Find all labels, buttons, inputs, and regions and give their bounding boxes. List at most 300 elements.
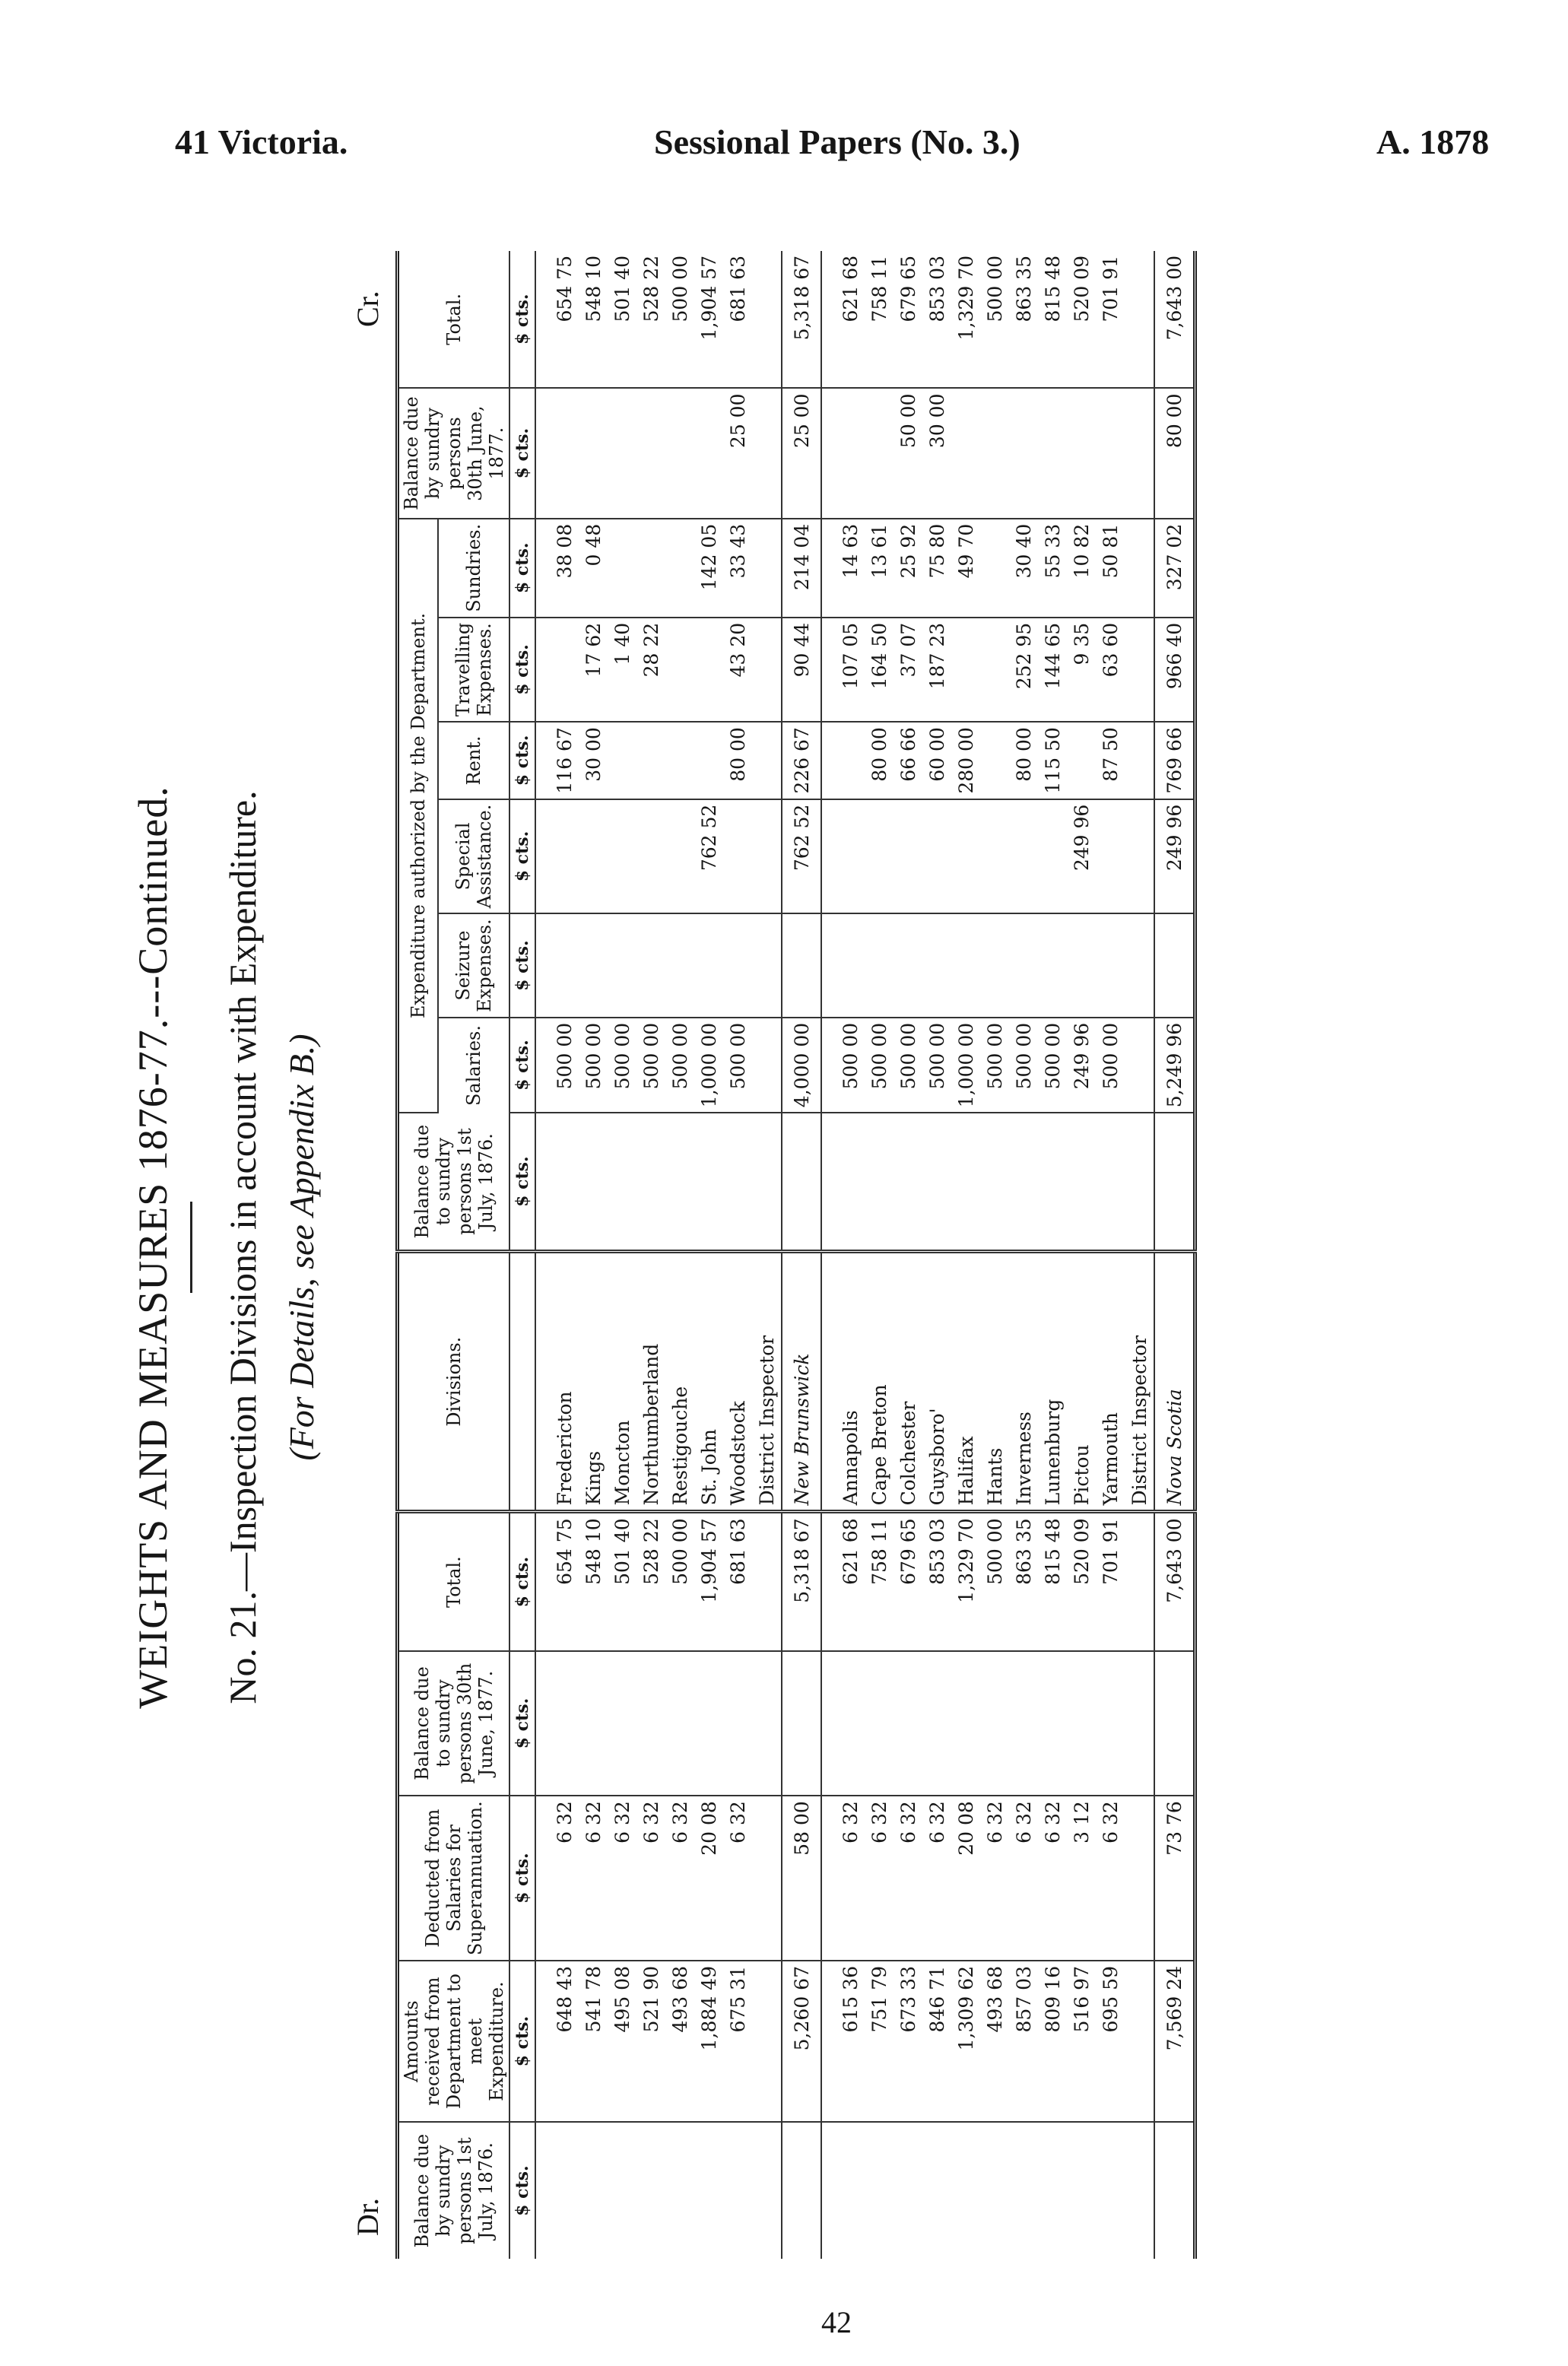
division-name: Woodstock bbox=[723, 1252, 752, 1512]
cell-travelling: 37 07 bbox=[894, 618, 922, 722]
cell-total-cr: 853 03 bbox=[922, 251, 951, 389]
spacer-cell bbox=[535, 1252, 550, 1512]
cell-special bbox=[1009, 799, 1038, 914]
cell-seizure bbox=[636, 913, 665, 1018]
cell-deducted: 6 32 bbox=[1009, 1796, 1038, 1961]
cell-sundries: 25 92 bbox=[894, 519, 922, 618]
spacer-cell bbox=[535, 799, 550, 914]
cell-sundries: 55 33 bbox=[1038, 519, 1067, 618]
table-body bbox=[535, 251, 1195, 2259]
cell-salaries: 1,000 00 bbox=[694, 1018, 723, 1113]
cell-total-cr: 1,904 57 bbox=[694, 251, 723, 389]
table-row bbox=[980, 251, 1009, 2259]
cell-special bbox=[723, 799, 752, 914]
cell-bal-to-end bbox=[1038, 1651, 1067, 1796]
col-divisions: Divisions. bbox=[398, 1252, 510, 1512]
unit-cell: $ cts. bbox=[509, 1796, 535, 1961]
cell-special: 249 96 bbox=[1154, 799, 1195, 914]
unit-cell bbox=[509, 1252, 535, 1512]
cell-deducted: 20 08 bbox=[951, 1796, 980, 1961]
cell-total-cr: 863 35 bbox=[1009, 251, 1038, 389]
division-name: St. John bbox=[694, 1252, 723, 1512]
spacer-cell bbox=[535, 722, 550, 799]
cell-seizure bbox=[1067, 913, 1096, 1018]
spacer-cell bbox=[535, 1113, 550, 1251]
cell-seizure bbox=[550, 913, 579, 1018]
division-name: Colchester bbox=[894, 1252, 922, 1512]
cell-deducted: 6 32 bbox=[723, 1796, 752, 1961]
spacer-cell bbox=[821, 1113, 836, 1251]
unit-cell: $ cts. bbox=[509, 722, 535, 799]
cell-special bbox=[836, 799, 865, 914]
cell-total-cr: 500 00 bbox=[665, 251, 694, 389]
cell-deducted: 6 32 bbox=[894, 1796, 922, 1961]
cell-bal-by-start bbox=[836, 2122, 865, 2259]
cell-travelling: 144 65 bbox=[1038, 618, 1067, 722]
spacer-cell bbox=[535, 618, 550, 722]
spacer-cell bbox=[821, 1961, 836, 2122]
cell-sundries: 10 82 bbox=[1067, 519, 1096, 618]
cell-deducted: 6 32 bbox=[550, 1796, 579, 1961]
cell-special bbox=[980, 799, 1009, 914]
cell-total: 853 03 bbox=[922, 1512, 951, 1651]
division-name: Lunenburg bbox=[1038, 1252, 1067, 1512]
table-row bbox=[894, 251, 922, 2259]
cell-bal-to-start bbox=[665, 1113, 694, 1251]
cell-bal-to-start bbox=[1125, 1113, 1154, 1251]
cell-rent bbox=[665, 722, 694, 799]
cell-bal-to-end bbox=[1154, 1651, 1195, 1796]
cell-total: 500 00 bbox=[980, 1512, 1009, 1651]
cell-salaries bbox=[752, 1018, 782, 1113]
spacer-cell bbox=[821, 799, 836, 914]
cell-deducted: 6 32 bbox=[865, 1796, 894, 1961]
cell-bal-by-end: 50 00 bbox=[894, 389, 922, 519]
cell-bal-to-end bbox=[951, 1651, 980, 1796]
cell-salaries bbox=[1125, 1018, 1154, 1113]
cell-bal-to-start bbox=[579, 1113, 608, 1251]
unit-cell: $ cts. bbox=[509, 2122, 535, 2259]
cell-sundries: 50 81 bbox=[1096, 519, 1125, 618]
cell-seizure bbox=[694, 913, 723, 1018]
cell-bal-to-start bbox=[694, 1113, 723, 1251]
cell-special bbox=[1125, 799, 1154, 914]
cell-deducted: 58 00 bbox=[782, 1796, 821, 1961]
cell-total-cr: 5,318 67 bbox=[782, 251, 821, 389]
cell-rent: 30 00 bbox=[579, 722, 608, 799]
cell-salaries: 500 00 bbox=[608, 1018, 636, 1113]
cell-rent: 280 00 bbox=[951, 722, 980, 799]
cell-rent bbox=[694, 722, 723, 799]
cell-deducted: 6 32 bbox=[579, 1796, 608, 1961]
cell-special bbox=[894, 799, 922, 914]
cell-bal-to-end bbox=[665, 1651, 694, 1796]
cell-bal-to-start bbox=[865, 1113, 894, 1251]
unit-cell: $ cts. bbox=[509, 618, 535, 722]
cell-rent: 769 66 bbox=[1154, 722, 1195, 799]
spacer-row bbox=[535, 251, 550, 2259]
cell-salaries: 500 00 bbox=[894, 1018, 922, 1113]
total-row bbox=[782, 251, 821, 2259]
table-row bbox=[951, 251, 980, 2259]
cell-deducted: 6 32 bbox=[636, 1796, 665, 1961]
cell-travelling bbox=[665, 618, 694, 722]
cell-sundries: 327 02 bbox=[1154, 519, 1195, 618]
cell-sundries bbox=[752, 519, 782, 618]
cell-special bbox=[1038, 799, 1067, 914]
cell-bal-by-end bbox=[579, 389, 608, 519]
cell-total: 5,318 67 bbox=[782, 1512, 821, 1651]
cell-received: 751 79 bbox=[865, 1961, 894, 2122]
table-row bbox=[922, 251, 951, 2259]
cell-received: 495 08 bbox=[608, 1961, 636, 2122]
division-name: Halifax bbox=[951, 1252, 980, 1512]
cell-bal-by-end bbox=[608, 389, 636, 519]
division-name: Inverness bbox=[1009, 1252, 1038, 1512]
inspection-divisions-table bbox=[395, 251, 1197, 2259]
table-row bbox=[1096, 251, 1125, 2259]
cell-bal-by-end bbox=[694, 389, 723, 519]
cell-rent: 60 00 bbox=[922, 722, 951, 799]
cell-deducted: 20 08 bbox=[694, 1796, 723, 1961]
cell-bal-to-end bbox=[752, 1651, 782, 1796]
cell-bal-by-start bbox=[636, 2122, 665, 2259]
cell-special: 249 96 bbox=[1067, 799, 1096, 914]
unit-cell: $ cts. bbox=[509, 1961, 535, 2122]
cell-travelling: 107 05 bbox=[836, 618, 865, 722]
cell-bal-by-start bbox=[694, 2122, 723, 2259]
cell-bal-to-start bbox=[782, 1113, 821, 1251]
spacer-cell bbox=[821, 251, 836, 389]
cell-bal-to-end bbox=[1067, 1651, 1096, 1796]
cell-rent: 116 67 bbox=[550, 722, 579, 799]
division-name: District Inspector bbox=[752, 1252, 782, 1512]
cell-bal-to-start bbox=[608, 1113, 636, 1251]
table-row bbox=[665, 251, 694, 2259]
cell-travelling: 9 35 bbox=[1067, 618, 1096, 722]
cell-seizure bbox=[752, 913, 782, 1018]
spacer-cell bbox=[821, 1252, 836, 1512]
cell-bal-to-start bbox=[1009, 1113, 1038, 1251]
cell-sundries: 142 05 bbox=[694, 519, 723, 618]
table-row bbox=[550, 251, 579, 2259]
spacer-cell bbox=[535, 519, 550, 618]
cell-seizure bbox=[1009, 913, 1038, 1018]
unit-cell: $ cts. bbox=[509, 519, 535, 618]
cell-bal-to-end bbox=[980, 1651, 1009, 1796]
cell-bal-to-start bbox=[1096, 1113, 1125, 1251]
table-row bbox=[636, 251, 665, 2259]
cell-seizure bbox=[980, 913, 1009, 1018]
units-row bbox=[509, 251, 535, 2259]
cell-bal-by-start bbox=[1154, 2122, 1195, 2259]
cell-total: 7,643 00 bbox=[1154, 1512, 1195, 1651]
cell-special bbox=[752, 799, 782, 914]
cell-total-cr: 1,329 70 bbox=[951, 251, 980, 389]
cell-bal-by-start bbox=[951, 2122, 980, 2259]
cell-total: 679 65 bbox=[894, 1512, 922, 1651]
cell-deducted: 6 32 bbox=[608, 1796, 636, 1961]
cell-deducted bbox=[1125, 1796, 1154, 1961]
spacer-cell bbox=[821, 722, 836, 799]
cell-special: 762 52 bbox=[782, 799, 821, 914]
cell-bal-by-start bbox=[723, 2122, 752, 2259]
cell-travelling bbox=[694, 618, 723, 722]
cell-salaries: 500 00 bbox=[550, 1018, 579, 1113]
spacer-cell bbox=[535, 1796, 550, 1961]
cell-travelling bbox=[550, 618, 579, 722]
cell-travelling: 252 95 bbox=[1009, 618, 1038, 722]
col-salaries: Salaries. bbox=[463, 1025, 485, 1107]
cell-received: 1,884 49 bbox=[694, 1961, 723, 2122]
header-session: 41 Victoria. bbox=[175, 122, 348, 161]
cell-rent bbox=[980, 722, 1009, 799]
col-expenditure-group: Expenditure authorized by the Department. bbox=[398, 519, 439, 1113]
cell-total: 758 11 bbox=[865, 1512, 894, 1651]
cell-seizure bbox=[665, 913, 694, 1018]
cell-deducted: 6 32 bbox=[922, 1796, 951, 1961]
cell-special bbox=[550, 799, 579, 914]
cell-deducted: 73 76 bbox=[1154, 1796, 1195, 1961]
cell-total-cr bbox=[1125, 251, 1154, 389]
spacer-cell bbox=[535, 1018, 550, 1113]
table-row bbox=[836, 251, 865, 2259]
table-row bbox=[1067, 251, 1096, 2259]
cell-bal-by-end: 25 00 bbox=[782, 389, 821, 519]
cell-total-cr: 621 68 bbox=[836, 251, 865, 389]
cell-bal-by-start bbox=[894, 2122, 922, 2259]
cell-special bbox=[636, 799, 665, 914]
cell-total bbox=[1125, 1512, 1154, 1651]
division-name: Yarmouth bbox=[1096, 1252, 1125, 1512]
col-bal-to-start: Balance due to sundry persons 1st July, 1876. bbox=[398, 1113, 510, 1251]
cell-received: 695 59 bbox=[1096, 1961, 1125, 2122]
cell-salaries: 500 00 bbox=[665, 1018, 694, 1113]
table-row bbox=[608, 251, 636, 2259]
cell-sundries bbox=[636, 519, 665, 618]
col-total: Total. bbox=[398, 1512, 510, 1651]
cell-received: 673 33 bbox=[894, 1961, 922, 2122]
cell-salaries: 500 00 bbox=[865, 1018, 894, 1113]
table-row bbox=[579, 251, 608, 2259]
division-name: Nova Scotia bbox=[1154, 1252, 1195, 1512]
cell-bal-by-end: 25 00 bbox=[723, 389, 752, 519]
spacer-cell bbox=[821, 389, 836, 519]
cell-rent bbox=[836, 722, 865, 799]
table-row bbox=[1009, 251, 1038, 2259]
cell-special bbox=[1096, 799, 1125, 914]
cell-bal-by-start bbox=[665, 2122, 694, 2259]
cell-sundries: 38 08 bbox=[550, 519, 579, 618]
spacer-cell bbox=[821, 1512, 836, 1651]
cell-travelling bbox=[752, 618, 782, 722]
cell-received: 857 03 bbox=[1009, 1961, 1038, 2122]
cell-travelling: 187 23 bbox=[922, 618, 951, 722]
cell-sundries: 49 70 bbox=[951, 519, 980, 618]
cell-sundries bbox=[1125, 519, 1154, 618]
cell-salaries: 500 00 bbox=[836, 1018, 865, 1113]
cell-rent: 115 50 bbox=[1038, 722, 1067, 799]
cell-rent bbox=[608, 722, 636, 799]
cell-bal-by-end bbox=[1067, 389, 1096, 519]
col-travelling: Travelling Expenses. bbox=[438, 618, 509, 722]
cell-bal-to-start bbox=[550, 1113, 579, 1251]
cell-total: 528 22 bbox=[636, 1512, 665, 1651]
cell-bal-to-start bbox=[894, 1113, 922, 1251]
cell-travelling bbox=[951, 618, 980, 722]
cell-sundries: 14 63 bbox=[836, 519, 865, 618]
col-deducted: Deducted from Salaries for Superannuation. bbox=[398, 1796, 510, 1961]
cell-bal-to-start bbox=[836, 1113, 865, 1251]
cell-bal-by-start bbox=[865, 2122, 894, 2259]
cell-bal-to-start bbox=[636, 1113, 665, 1251]
cell-bal-by-end bbox=[752, 389, 782, 519]
cell-received: 846 71 bbox=[922, 1961, 951, 2122]
cell-bal-to-end bbox=[694, 1651, 723, 1796]
cell-deducted bbox=[752, 1796, 782, 1961]
table-row bbox=[865, 251, 894, 2259]
cell-salaries: 500 00 bbox=[1096, 1018, 1125, 1113]
cell-sundries bbox=[665, 519, 694, 618]
spacer-cell bbox=[821, 2122, 836, 2259]
cell-bal-to-start bbox=[1038, 1113, 1067, 1251]
cell-bal-to-start bbox=[922, 1113, 951, 1251]
cell-salaries: 500 00 bbox=[723, 1018, 752, 1113]
cell-rent bbox=[752, 722, 782, 799]
cell-bal-by-start bbox=[922, 2122, 951, 2259]
cell-total-cr: 501 40 bbox=[608, 251, 636, 389]
cell-salaries: 500 00 bbox=[579, 1018, 608, 1113]
division-name: Moncton bbox=[608, 1252, 636, 1512]
col-rent: Rent. bbox=[438, 722, 509, 799]
cell-travelling: 17 62 bbox=[579, 618, 608, 722]
spacer-cell bbox=[821, 1651, 836, 1796]
cell-sundries: 0 48 bbox=[579, 519, 608, 618]
cell-special: 762 52 bbox=[694, 799, 723, 914]
cell-salaries: 500 00 bbox=[1009, 1018, 1038, 1113]
cell-deducted: 6 32 bbox=[836, 1796, 865, 1961]
cell-seizure bbox=[894, 913, 922, 1018]
spacer-cell bbox=[535, 2122, 550, 2259]
cell-deducted: 6 32 bbox=[1038, 1796, 1067, 1961]
cell-seizure bbox=[782, 913, 821, 1018]
cell-sundries bbox=[608, 519, 636, 618]
header-title: Sessional Papers (No. 3.) bbox=[654, 122, 1020, 161]
credit-label: Cr. bbox=[351, 291, 385, 327]
spacer-cell bbox=[535, 251, 550, 389]
cell-sundries: 214 04 bbox=[782, 519, 821, 618]
cell-bal-by-end bbox=[1096, 389, 1125, 519]
cell-received: 675 31 bbox=[723, 1961, 752, 2122]
cell-bal-by-end bbox=[636, 389, 665, 519]
division-name: Restigouche bbox=[665, 1252, 694, 1512]
cell-travelling bbox=[980, 618, 1009, 722]
cell-total-cr: 815 48 bbox=[1038, 251, 1067, 389]
division-name: Cape Breton bbox=[865, 1252, 894, 1512]
cell-sundries: 75 80 bbox=[922, 519, 951, 618]
cell-bal-to-end bbox=[836, 1651, 865, 1796]
unit-cell: $ cts. bbox=[509, 251, 535, 389]
table-row bbox=[723, 251, 752, 2259]
cell-bal-to-start bbox=[980, 1113, 1009, 1251]
cell-bal-to-start bbox=[1067, 1113, 1096, 1251]
cell-salaries: 4,000 00 bbox=[782, 1018, 821, 1113]
cell-received: 7,569 24 bbox=[1154, 1961, 1195, 2122]
cell-seizure bbox=[1038, 913, 1067, 1018]
cell-sundries: 30 40 bbox=[1009, 519, 1038, 618]
cell-bal-to-end bbox=[1009, 1651, 1038, 1796]
cell-bal-to-end bbox=[636, 1651, 665, 1796]
cell-salaries: 500 00 bbox=[1038, 1018, 1067, 1113]
cell-deducted: 6 32 bbox=[1096, 1796, 1125, 1961]
cell-sundries: 13 61 bbox=[865, 519, 894, 618]
cell-seizure bbox=[579, 913, 608, 1018]
col-total-cr: Total. bbox=[398, 251, 510, 389]
cell-total: 654 75 bbox=[550, 1512, 579, 1651]
table-subtitle: No. 21.—Inspection Divisions in account with Expenditure. bbox=[221, 790, 264, 1704]
cell-received: 615 36 bbox=[836, 1961, 865, 2122]
cell-bal-to-end bbox=[608, 1651, 636, 1796]
division-name: Annapolis bbox=[836, 1252, 865, 1512]
cell-bal-to-start bbox=[752, 1113, 782, 1251]
cell-bal-by-end bbox=[980, 389, 1009, 519]
cell-bal-by-end bbox=[865, 389, 894, 519]
col-bal-by-end: Balance due by sundry persons 30th June, 1877. bbox=[398, 389, 510, 519]
spacer-cell bbox=[535, 1651, 550, 1796]
cell-total: 548 10 bbox=[579, 1512, 608, 1651]
cell-total: 520 09 bbox=[1067, 1512, 1096, 1651]
division-name: Fredericton bbox=[550, 1252, 579, 1512]
cell-bal-to-start bbox=[951, 1113, 980, 1251]
cell-total bbox=[752, 1512, 782, 1651]
cell-travelling: 43 20 bbox=[723, 618, 752, 722]
cell-total-cr: 520 09 bbox=[1067, 251, 1096, 389]
spacer-cell bbox=[821, 1796, 836, 1961]
cell-deducted: 6 32 bbox=[665, 1796, 694, 1961]
cell-bal-by-start bbox=[752, 2122, 782, 2259]
table-row bbox=[752, 251, 782, 2259]
cell-bal-by-end: 80 00 bbox=[1154, 389, 1195, 519]
spacer-cell bbox=[535, 389, 550, 519]
cell-salaries: 500 00 bbox=[922, 1018, 951, 1113]
cell-received: 809 16 bbox=[1038, 1961, 1067, 2122]
unit-cell: $ cts. bbox=[509, 1512, 535, 1651]
cell-bal-by-start bbox=[1125, 2122, 1154, 2259]
table-row bbox=[1038, 251, 1067, 2259]
cell-seizure bbox=[951, 913, 980, 1018]
cell-bal-by-start bbox=[608, 2122, 636, 2259]
cell-bal-by-start bbox=[782, 2122, 821, 2259]
cell-travelling: 90 44 bbox=[782, 618, 821, 722]
cell-bal-by-start bbox=[1096, 2122, 1125, 2259]
unit-cell: $ cts. bbox=[509, 1651, 535, 1796]
cell-total-cr: 681 63 bbox=[723, 251, 752, 389]
division-name: Pictou bbox=[1067, 1252, 1096, 1512]
title-divider bbox=[190, 1202, 192, 1293]
cell-bal-to-start bbox=[1154, 1113, 1195, 1251]
cell-received: 493 68 bbox=[665, 1961, 694, 2122]
cell-received: 5,260 67 bbox=[782, 1961, 821, 2122]
page-number: 42 bbox=[821, 2305, 852, 2339]
cell-total: 863 35 bbox=[1009, 1512, 1038, 1651]
cell-bal-by-start bbox=[1067, 2122, 1096, 2259]
cell-seizure bbox=[608, 913, 636, 1018]
division-name: Guysboro' bbox=[922, 1252, 951, 1512]
cell-travelling bbox=[1125, 618, 1154, 722]
cell-special bbox=[951, 799, 980, 914]
cell-received: 516 97 bbox=[1067, 1961, 1096, 2122]
unit-cell: $ cts. bbox=[509, 913, 535, 1018]
